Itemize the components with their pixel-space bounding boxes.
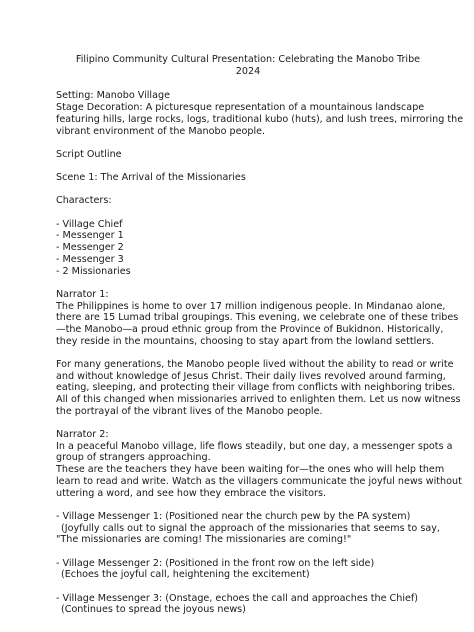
narrator-1-text-line: the portrayal of the vibrant lives of the Manobo people. (56, 405, 323, 417)
messenger-3-line: - Village Messenger 3: (Onstage, echoes the call and approaches the Chief) (56, 592, 419, 604)
setting-section (56, 90, 464, 137)
title-year: 2024 (235, 65, 261, 77)
messenger-3-direction: (Continues to spread the joyous news) (61, 604, 246, 616)
stage-decoration-line-3: vibrant environment of the Manobo people. (56, 125, 266, 137)
narrator-2-section (56, 429, 462, 499)
messenger-1-section (56, 511, 444, 546)
messenger-2-line: - Village Messenger 2: (Positioned in the front row on the left side) (56, 557, 375, 569)
narrator-2-text-line: learn to read and write. Watch as the villagers communicate the joyful news without (56, 475, 462, 487)
script-outline-heading: Script Outline (56, 148, 122, 160)
character-item: - Messenger 3 (56, 253, 124, 265)
narrator-1-paragraph-2 (56, 358, 461, 418)
scene-1-heading: Scene 1: The Arrival of the Missionaries (56, 172, 246, 184)
narrator-2-label: Narrator 2: (56, 429, 109, 441)
narrator-1-text-line: they reside in the mountains, choosing to stay apart from the lowland settlers. (56, 335, 435, 347)
narrator-1-text-line: and without knowledge of Jesus Christ. Their daily lives revolved around farming, (56, 370, 446, 382)
narrator-1-text-line: The Philippines is home to over 17 million indigenous people. In Mindanao alone, (56, 300, 446, 312)
messenger-1-line: - Village Messenger 1: (Positioned near the church pew by the PA system) (56, 510, 411, 522)
title-line-1: Filipino Community Cultural Presentation: Celebrating the Manobo Tribe (75, 54, 421, 65)
characters-heading: Characters: (56, 195, 112, 207)
narrator-1-label: Narrator 1: (56, 288, 109, 300)
narrator-1-text-line: For many generations, the Manobo people lived without the ability to read or write (56, 358, 454, 370)
messenger-2-section (56, 558, 444, 581)
character-item: - Village Chief (56, 218, 123, 230)
messenger-2-direction: (Echoes the joyful call, heightening the excitement) (61, 569, 310, 581)
narrator-2-text-line: group of strangers approaching. (56, 452, 211, 464)
messenger-1-quote: "The missionaries are coming! The missionaries are coming!" (56, 534, 352, 546)
character-item: - 2 Missionaries (56, 265, 131, 277)
stage-decoration-line-2: featuring hills, large rocks, logs, traditional kubo (huts), and lush trees, mirroring the (56, 113, 464, 125)
narrator-1-section (56, 288, 459, 348)
narrator-2-text-line: uttering a word, and see how they embrace the visitors. (56, 487, 327, 499)
messenger-3-section (56, 593, 444, 616)
character-item: - Messenger 1 (56, 230, 124, 242)
messenger-1-direction: (Joyfully calls out to signal the approach of the missionaries that seems to say, (61, 522, 440, 534)
character-item: - Messenger 2 (56, 242, 124, 254)
setting-line: Setting: Manobo Village (56, 90, 170, 102)
stage-decoration-line-1: Stage Decoration: A picturesque representation of a mountainous landscape (56, 102, 425, 114)
narrator-2-text-line: In a peaceful Manobo village, life flows steadily, but one day, a messenger spots a (56, 440, 453, 452)
narrator-1-text-line: All of this changed when missionaries arrived to enlighten them. Let us now witness (56, 394, 461, 406)
narrator-1-text-line: there are 15 Lumad tribal groupings. This evening, we celebrate one of these tribes (56, 312, 459, 324)
narrator-2-text-line: These are the teachers they have been waiting for—the ones who will help them (56, 464, 445, 476)
characters-list (56, 219, 444, 278)
narrator-1-text-line: —the Manobo—a proud ethnic group from the Province of Bukidnon. Historically, (56, 323, 444, 335)
narrator-1-text-line: eating, sleeping, and protecting their village from conflicts with neighboring tribes. (56, 382, 456, 394)
document-title (56, 54, 444, 77)
